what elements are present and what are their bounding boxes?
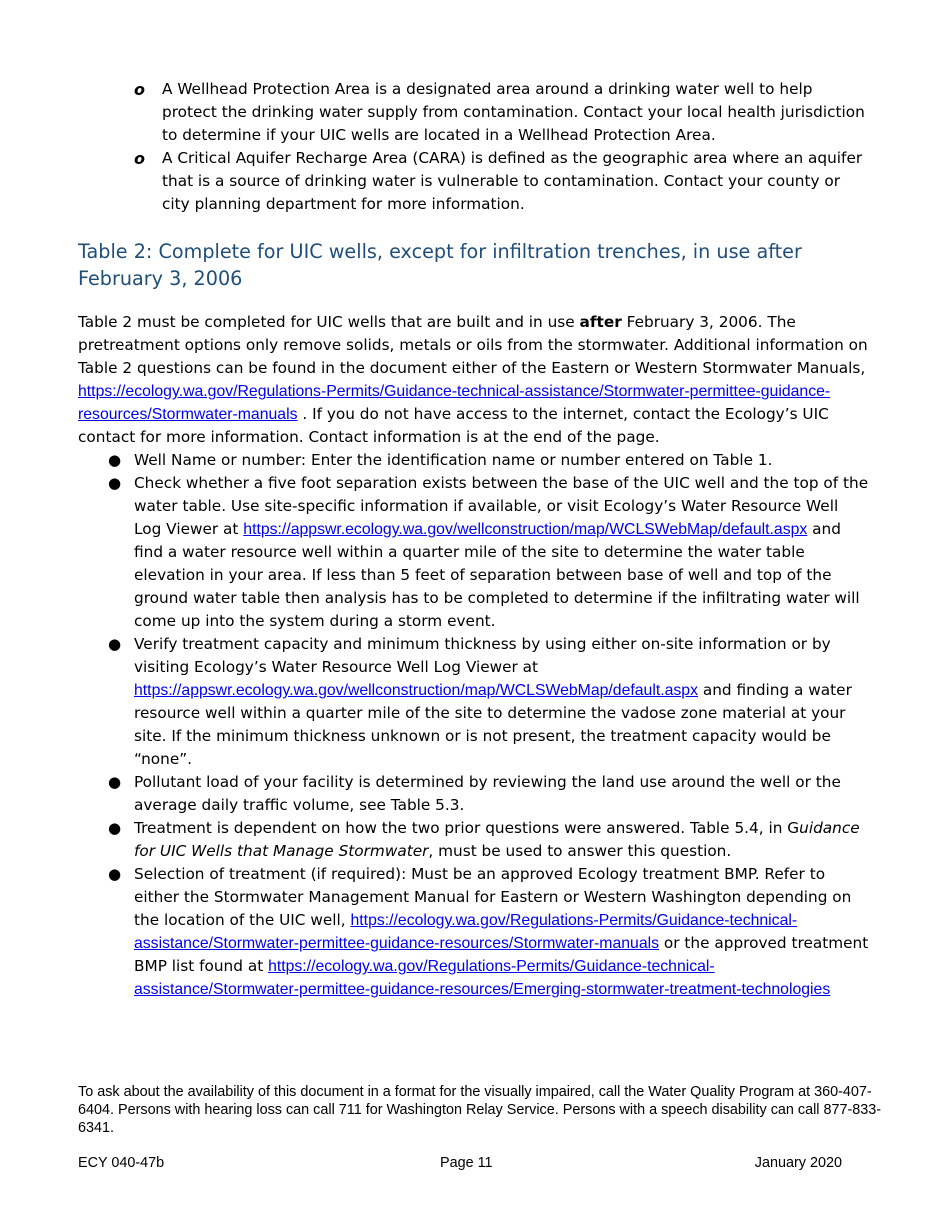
- list-item-text: Treatment is dependent on how the two prior questions were answered. Table 5.4, in G: [134, 819, 800, 837]
- bullet-icon: ●: [108, 474, 122, 492]
- bullet-icon: ●: [108, 819, 122, 837]
- list-item: [78, 771, 870, 817]
- bullet-icon: ●: [108, 865, 122, 883]
- document-id: ECY 040-47b: [78, 1155, 165, 1171]
- stormwater-manuals-link[interactable]: https://ecology.wa.gov/Regulations-Permits/Guidance-technical-assistance/Stormwater-permittee-guidance-resources/Stormwater-manuals: [78, 383, 831, 423]
- bullet-icon: ●: [108, 773, 122, 791]
- list-item: [78, 449, 870, 472]
- list-item: [78, 78, 870, 147]
- circle-bullet-icon: o: [134, 149, 145, 168]
- accessibility-note: To ask about the availability of this document in a format for the visually impaired, call the Water Quality Program at 360-407-6404. Persons with hearing loss can call 711 for Washington Relay Service. Persons with a speech disability can call 877-833-6341.: [78, 1084, 882, 1136]
- main-content: [78, 78, 870, 1001]
- list-item-text: Selection of treatment (if required): Must be an approved Ecology treatment BMP. Refer to either the Stormwater Management Manual for Eastern or Western Washington depending on the location of the UIC well,: [134, 865, 852, 929]
- page-footer: [78, 1155, 842, 1175]
- bullet-icon: ●: [108, 635, 122, 653]
- emerging-treatment-link[interactable]: https://ecology.wa.gov/Regulations-Permits/Guidance-technical-assistance/Stormwater-permittee-guidance-resources/Emerging-stormwater-treatment-technologies: [134, 958, 831, 998]
- intro-bold-text: after: [579, 313, 622, 331]
- intro-text: Table 2 must be completed for UIC wells that are built and in use: [78, 313, 580, 331]
- list-item-text: A Wellhead Protection Area is a designated area around a drinking water well to help protect the drinking water supply from contamination. Contact your local health jurisdiction to determine if your UIC wells are located in a Wellhead Protection Area.: [162, 80, 865, 144]
- list-item-text: and find a water resource well within a quarter mile of the site to determine the water table elevation in your area. If less than 5 feet of separation between base of well and top of the ground water table then analysis has to be completed to determine if the infiltrating water will come up into the system during a storm event.: [134, 520, 860, 630]
- wellhead-list: [78, 78, 870, 216]
- intro-text: February 3, 2006. The pretreatment options only remove solids, metals or oils from the stormwater. Additional information on Table 2 questions can be found in the document either of the Eastern or Western Stormwater Manuals,: [78, 313, 868, 377]
- instructions-list: [78, 449, 870, 1001]
- document-date: January 2020: [754, 1155, 842, 1171]
- list-item-text: , must be used to answer this question.: [428, 842, 732, 860]
- list-item: [78, 472, 870, 633]
- stormwater-manuals-link[interactable]: https://ecology.wa.gov/Regulations-Permits/Guidance-technical-assistance/Stormwater-permittee-guidance-resources/Stormwater-manuals: [134, 912, 798, 952]
- list-item-text: Pollutant load of your facility is determined by reviewing the land use around the well or the average daily traffic volume, see Table 5.3.: [134, 773, 841, 814]
- list-item-text: Verify treatment capacity and minimum thickness by using either on-site information or by visiting Ecology’s Water Resource Well Log Viewer at: [134, 635, 831, 676]
- list-item: [78, 817, 870, 863]
- well-log-viewer-link[interactable]: https://appswr.ecology.wa.gov/wellconstruction/map/WCLSWebMap/default.aspx: [134, 682, 698, 699]
- list-item: [78, 147, 870, 216]
- intro-text: . If you do not have access to the internet, contact the Ecology’s UIC contact for more information. Contact information is at the end of the page.: [78, 405, 829, 446]
- list-item-text: A Critical Aquifer Recharge Area (CARA) is defined as the geographic area where an aquifer that is a source of drinking water is vulnerable to contamination. Contact your county or city planning department for more information.: [162, 149, 863, 213]
- list-item-text: and finding a water resource well within a quarter mile of the site to determine the vadose zone material at your site. If the minimum thickness unknown or is not present, the treatment capacity would be “none”.: [134, 681, 852, 768]
- list-item-text: Well Name or number: Enter the identification name or number entered on Table 1.: [134, 451, 773, 469]
- circle-bullet-icon: o: [134, 80, 145, 99]
- list-item: [78, 863, 870, 1001]
- section-heading: Table 2: Complete for UIC wells, except for infiltration trenches, in use after February 3, 2006: [78, 240, 802, 290]
- well-log-viewer-link[interactable]: https://appswr.ecology.wa.gov/wellconstruction/map/WCLSWebMap/default.aspx: [243, 521, 808, 538]
- guidance-title: uidance for UIC Wells that Manage Stormwater: [134, 819, 860, 860]
- page-number: Page 11: [440, 1155, 493, 1171]
- list-item: [78, 633, 870, 771]
- list-item-text: Check whether a five foot separation exists between the base of the UIC well and the top of the water table. Use site-specific information if available, or visit Ecology’s Water Resource Well Log Viewer at: [134, 474, 869, 538]
- intro-paragraph: [78, 311, 870, 449]
- bullet-icon: ●: [108, 451, 122, 469]
- list-item-text: or the approved treatment BMP list found at: [134, 934, 869, 975]
